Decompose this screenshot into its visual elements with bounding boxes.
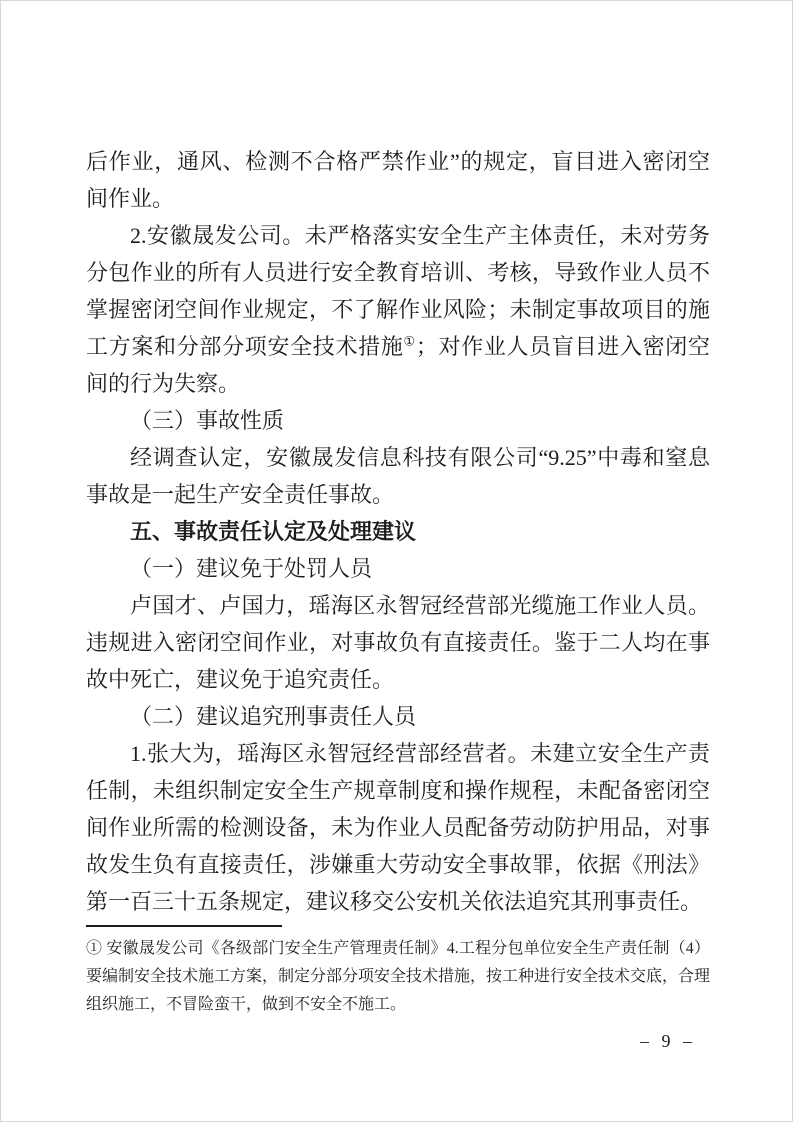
page-body: [86, 143, 710, 920]
subsection-heading-criminal-liability: （二）建议追究刑事责任人员: [130, 704, 417, 729]
section-heading-responsibility: 五、事故责任认定及处理建议: [130, 519, 417, 544]
paragraph-company-responsibility: [86, 217, 710, 402]
paragraph-text-before-ref: 2.安徽晟发公司。未严格落实安全生产主体责任，未对劳务分包作业的所有人员进行安全教育培训、考核，导致作业人员不掌握密闭空间作业规定，不了解作业风险；未制定事故项目的施工方案和分部分项安全技术措施: [86, 223, 710, 359]
footnote: [86, 935, 710, 1019]
page-footer: [86, 925, 710, 1019]
paragraph-criminal-liability: 1.张大为，瑶海区永智冠经营部经营者。未建立安全生产责任制，未组织制定安全生产规章制度和操作规程，未配备密闭空间作业所需的检测设备，未为作业人员配备劳动防护用品，对事故发生负有直接责任，涉嫌重大劳动安全事故罪，依据《刑法》第一百三十五条规定，建议移交公安机关依法追究其刑事责任。: [86, 741, 710, 914]
paragraph-text-after-ref: ；对作业人员盲目进入密闭空间的行为失察。: [86, 334, 710, 396]
subsection-heading-exempt-persons: （一）建议免于处罚人员: [130, 556, 373, 581]
footnote-ref-icon: ①: [403, 333, 416, 349]
paragraph-exempt-persons: 卢国才、卢国力，瑶海区永智冠经营部光缆施工作业人员。违规进入密闭空间作业，对事故负有直接责任。鉴于二人均在事故中死亡，建议免于追究责任。: [86, 593, 710, 692]
paragraph-continuation: 后作业，通风、检测不合格严禁作业”的规定，盲目进入密闭空间作业。: [86, 149, 710, 211]
footnote-divider: [86, 925, 282, 927]
footnote-marker: ①: [86, 940, 103, 957]
page-number: – 9 –: [640, 1031, 696, 1051]
paragraph-accident-determination: 经调查认定，安徽晟发信息科技有限公司“9.25”中毒和窒息事故是一起生产安全责任事故。: [86, 445, 710, 507]
footnote-body-text: 安徽晟发公司《各级部门安全生产管理责任制》4.工程分包单位安全生产责任制（4）要编制安全技术施工方案，制定分部分项安全技术措施，按工种进行安全技术交底，合理组织施工，不冒险蛮干，做到不安全不施工。: [86, 940, 711, 1013]
subsection-heading-accident-nature: （三）事故性质: [130, 408, 285, 433]
